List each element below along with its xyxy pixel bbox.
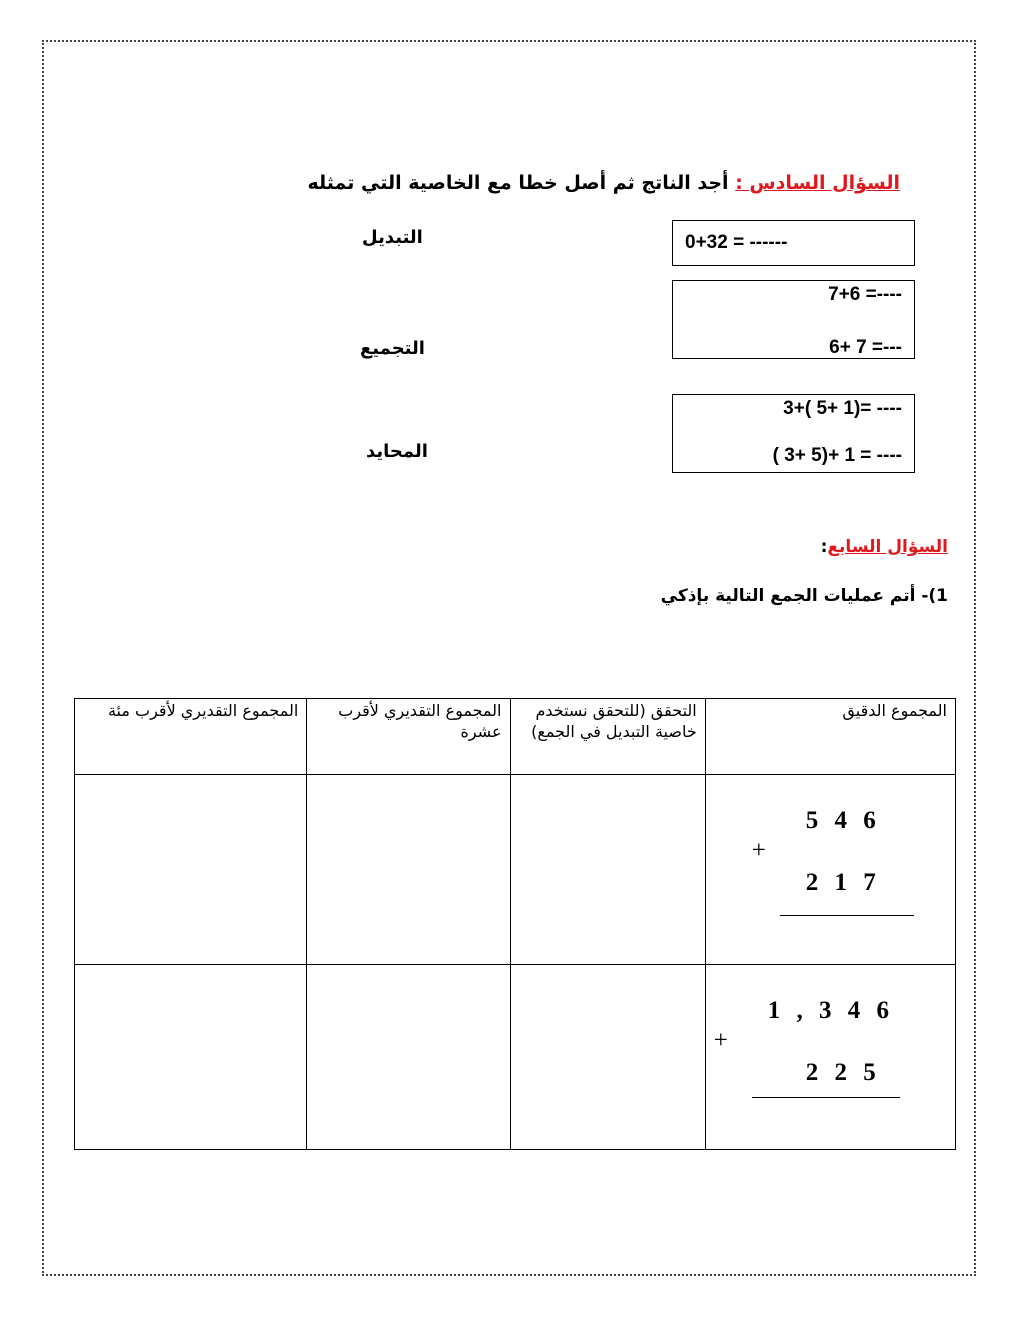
addend-top: 1 , 3 4 6 <box>767 996 894 1024</box>
verify-cell[interactable] <box>510 775 705 964</box>
equation-line: ---= 7 +6 <box>829 337 902 358</box>
addend-bottom: 2 1 7 <box>805 869 881 897</box>
property-identity: المحايد <box>366 441 428 462</box>
question7-instruction: 1)- أتم عمليات الجمع التالية بإذكي <box>660 586 948 606</box>
estimate-hundreds-cell[interactable] <box>75 964 307 1149</box>
exact-sum-cell <box>705 775 955 964</box>
addend-top: 5 4 6 <box>805 807 881 835</box>
estimate-tens-cell[interactable] <box>307 964 510 1149</box>
exact-sum-cell <box>705 964 955 1149</box>
equation-box-3 <box>672 394 915 473</box>
equation-box-2 <box>672 280 915 359</box>
addend-bottom: 2 2 5 <box>805 1058 881 1086</box>
estimate-tens-cell[interactable] <box>307 775 510 964</box>
verify-cell[interactable] <box>510 964 705 1149</box>
question6-text: أجد الناتج ثم أصل خطا مع الخاصية التي تمثله <box>307 172 736 194</box>
question6-title <box>308 172 900 194</box>
addition-table <box>74 698 956 1150</box>
header-exact-sum: المجموع الدقيق <box>705 699 955 775</box>
question7-colon: : <box>820 537 828 557</box>
plus-sign: + <box>751 837 766 865</box>
header-verify: التحقق (للتحقق نستخدم خاصية التبديل في الجمع) <box>510 699 705 775</box>
table-header-row <box>75 699 956 775</box>
header-estimate-tens: المجموع التقديري لأقرب عشرة <box>307 699 510 775</box>
property-associative: التجميع <box>360 338 425 359</box>
plus-sign: + <box>713 1026 728 1054</box>
equation-line: 0+32 = ------ <box>685 232 788 253</box>
property-commutative: التبديل <box>362 227 423 248</box>
sum-line <box>752 1097 900 1098</box>
equation-line: ----= 7+6 <box>828 284 902 305</box>
estimate-hundreds-cell[interactable] <box>75 775 307 964</box>
header-estimate-hundreds: المجموع التقديري لأقرب مئة <box>75 699 307 775</box>
table-row <box>75 775 956 964</box>
equation-line: ---- = 1 +(5 +3 ) <box>772 445 902 466</box>
table-row <box>75 964 956 1149</box>
question6-label: السؤال السادس : <box>735 172 900 194</box>
question7-title <box>821 537 948 557</box>
question7-label: السؤال السابع <box>827 537 948 557</box>
equation-box-1 <box>672 220 915 266</box>
sum-line <box>780 915 914 916</box>
equation-line: ---- =(1 +5 )+3 <box>783 398 902 419</box>
